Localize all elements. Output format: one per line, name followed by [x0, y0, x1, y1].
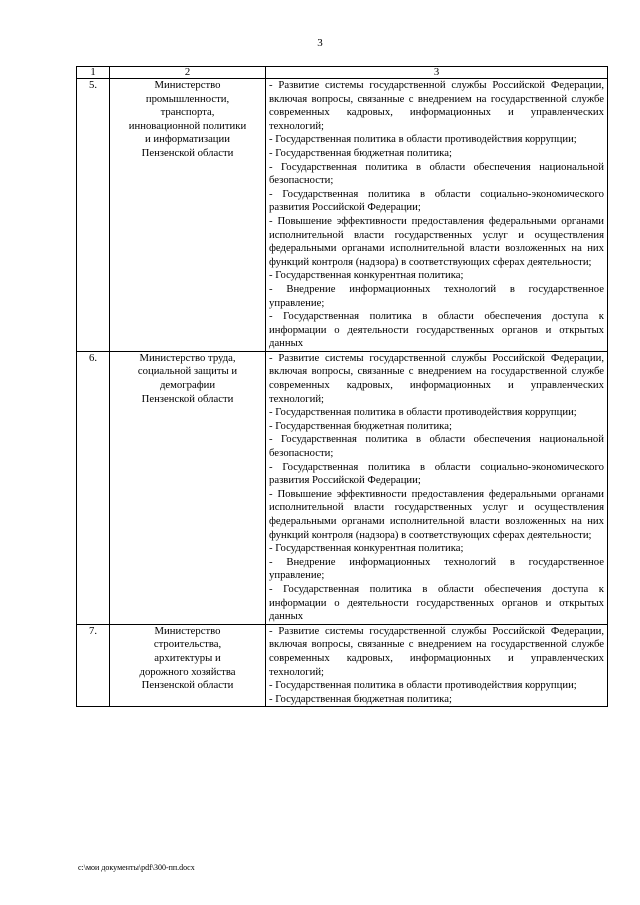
page-number: 3: [317, 37, 323, 49]
ministry-name-line: демографии: [159, 379, 216, 392]
column-header-2: 2: [110, 67, 266, 79]
ministry-name-line: Пензенской области: [141, 146, 234, 159]
ministry-name-line: архитектуры и: [154, 651, 221, 664]
ministry-name-line: строительства,: [153, 638, 222, 651]
duty-item: - Государственная политика в области противодействия коррупции;: [269, 133, 577, 146]
duties-list: [266, 351, 608, 624]
duty-item: - Государственная конкурентная политика;: [269, 269, 464, 282]
row-number: 7.: [77, 624, 110, 707]
ministry-name-line: Пензенской области: [141, 392, 234, 405]
duty-item: - Государственная политика в области обеспечения доступа к информации о деятельности государственных органов и открытых данных: [269, 310, 604, 350]
column-header-1: 1: [77, 67, 110, 79]
ministry-name-line: Пензенской области: [141, 679, 234, 692]
ministry-name-line: и информатизации: [145, 133, 230, 146]
ministry-name-line: социальной защиты и: [137, 365, 238, 378]
table-row: [77, 79, 608, 352]
duty-item: - Государственная политика в области противодействия коррупции;: [269, 679, 577, 692]
ministry-name-line: Министерство: [154, 79, 221, 91]
ministry-name: [110, 624, 266, 707]
duty-item: - Государственная политика в области обеспечения национальной безопасности;: [269, 433, 604, 460]
duty-item: - Государственная политика в области обеспечения национальной безопасности;: [269, 160, 604, 187]
duty-item: - Государственная политика в области обеспечения доступа к информации о деятельности государственных органов и открытых данных: [269, 582, 604, 623]
ministry-name-line: промышленности,: [145, 92, 230, 105]
table-row: [77, 351, 608, 624]
ministry-name-line: инновационной политики: [128, 119, 247, 132]
table-header-row: [77, 67, 608, 79]
duty-item: - Государственная бюджетная политика;: [269, 692, 452, 705]
duty-item: - Государственная политика в области противодействия коррупции;: [269, 406, 577, 419]
ministry-name-line: Министерство: [154, 624, 221, 637]
ministry-name: [110, 79, 266, 352]
duty-item: - Развитие системы государственной службы Российской Федерации, включая вопросы, связанные с внедрением на государственной службе современных кадровых, информационных и управленческих технологий;: [269, 351, 604, 405]
duty-item: - Внедрение информационных технологий в государственное управление;: [269, 555, 604, 582]
ministry-name-line: транспорта,: [160, 106, 215, 119]
table-row: [77, 624, 608, 707]
duty-item: - Внедрение информационных технологий в государственное управление;: [269, 282, 604, 309]
row-number: 5.: [77, 79, 110, 352]
duty-item: - Государственная конкурентная политика;: [269, 542, 464, 555]
column-header-3: 3: [266, 67, 608, 79]
ministry-name: [110, 351, 266, 624]
duty-item: - Государственная политика в области социально-экономического развития Российской Федерации;: [269, 187, 604, 214]
ministry-name-line: Министерство труда,: [139, 351, 236, 364]
duty-item: - Государственная бюджетная политика;: [269, 146, 452, 159]
duty-item: - Развитие системы государственной службы Российской Федерации, включая вопросы, связанные с внедрением на государственной службе современных кадровых, информационных и управленческих технологий;: [269, 624, 604, 678]
duty-item: - Государственная бюджетная политика;: [269, 419, 452, 432]
footer-file-path: c:\мои документы\pdf\300-пп.docx: [78, 863, 195, 872]
duty-item: - Повышение эффективности предоставления федеральными органами исполнительной власти государственных услуг и осуществления федеральными органами исполнительной власти возложенных на них функций контроля (надзора) в соответствующих сферах деятельности;: [269, 487, 604, 541]
duties-list: [266, 79, 608, 352]
row-number: 6.: [77, 351, 110, 624]
ministries-table: [76, 66, 608, 707]
duties-list: [266, 624, 608, 707]
duty-item: - Государственная политика в области социально-экономического развития Российской Федерации;: [269, 460, 604, 487]
duty-item: - Развитие системы государственной службы Российской Федерации, включая вопросы, связанные с внедрением на государственной службе современных кадровых, информационных и управленческих технологий;: [269, 79, 604, 132]
duty-item: - Повышение эффективности предоставления федеральными органами исполнительной власти государственных услуг и осуществления федеральными органами исполнительной власти возложенных на них функций контроля (надзора) в соответствующих сферах деятельности;: [269, 214, 604, 268]
ministry-name-line: дорожного хозяйства: [139, 665, 236, 678]
